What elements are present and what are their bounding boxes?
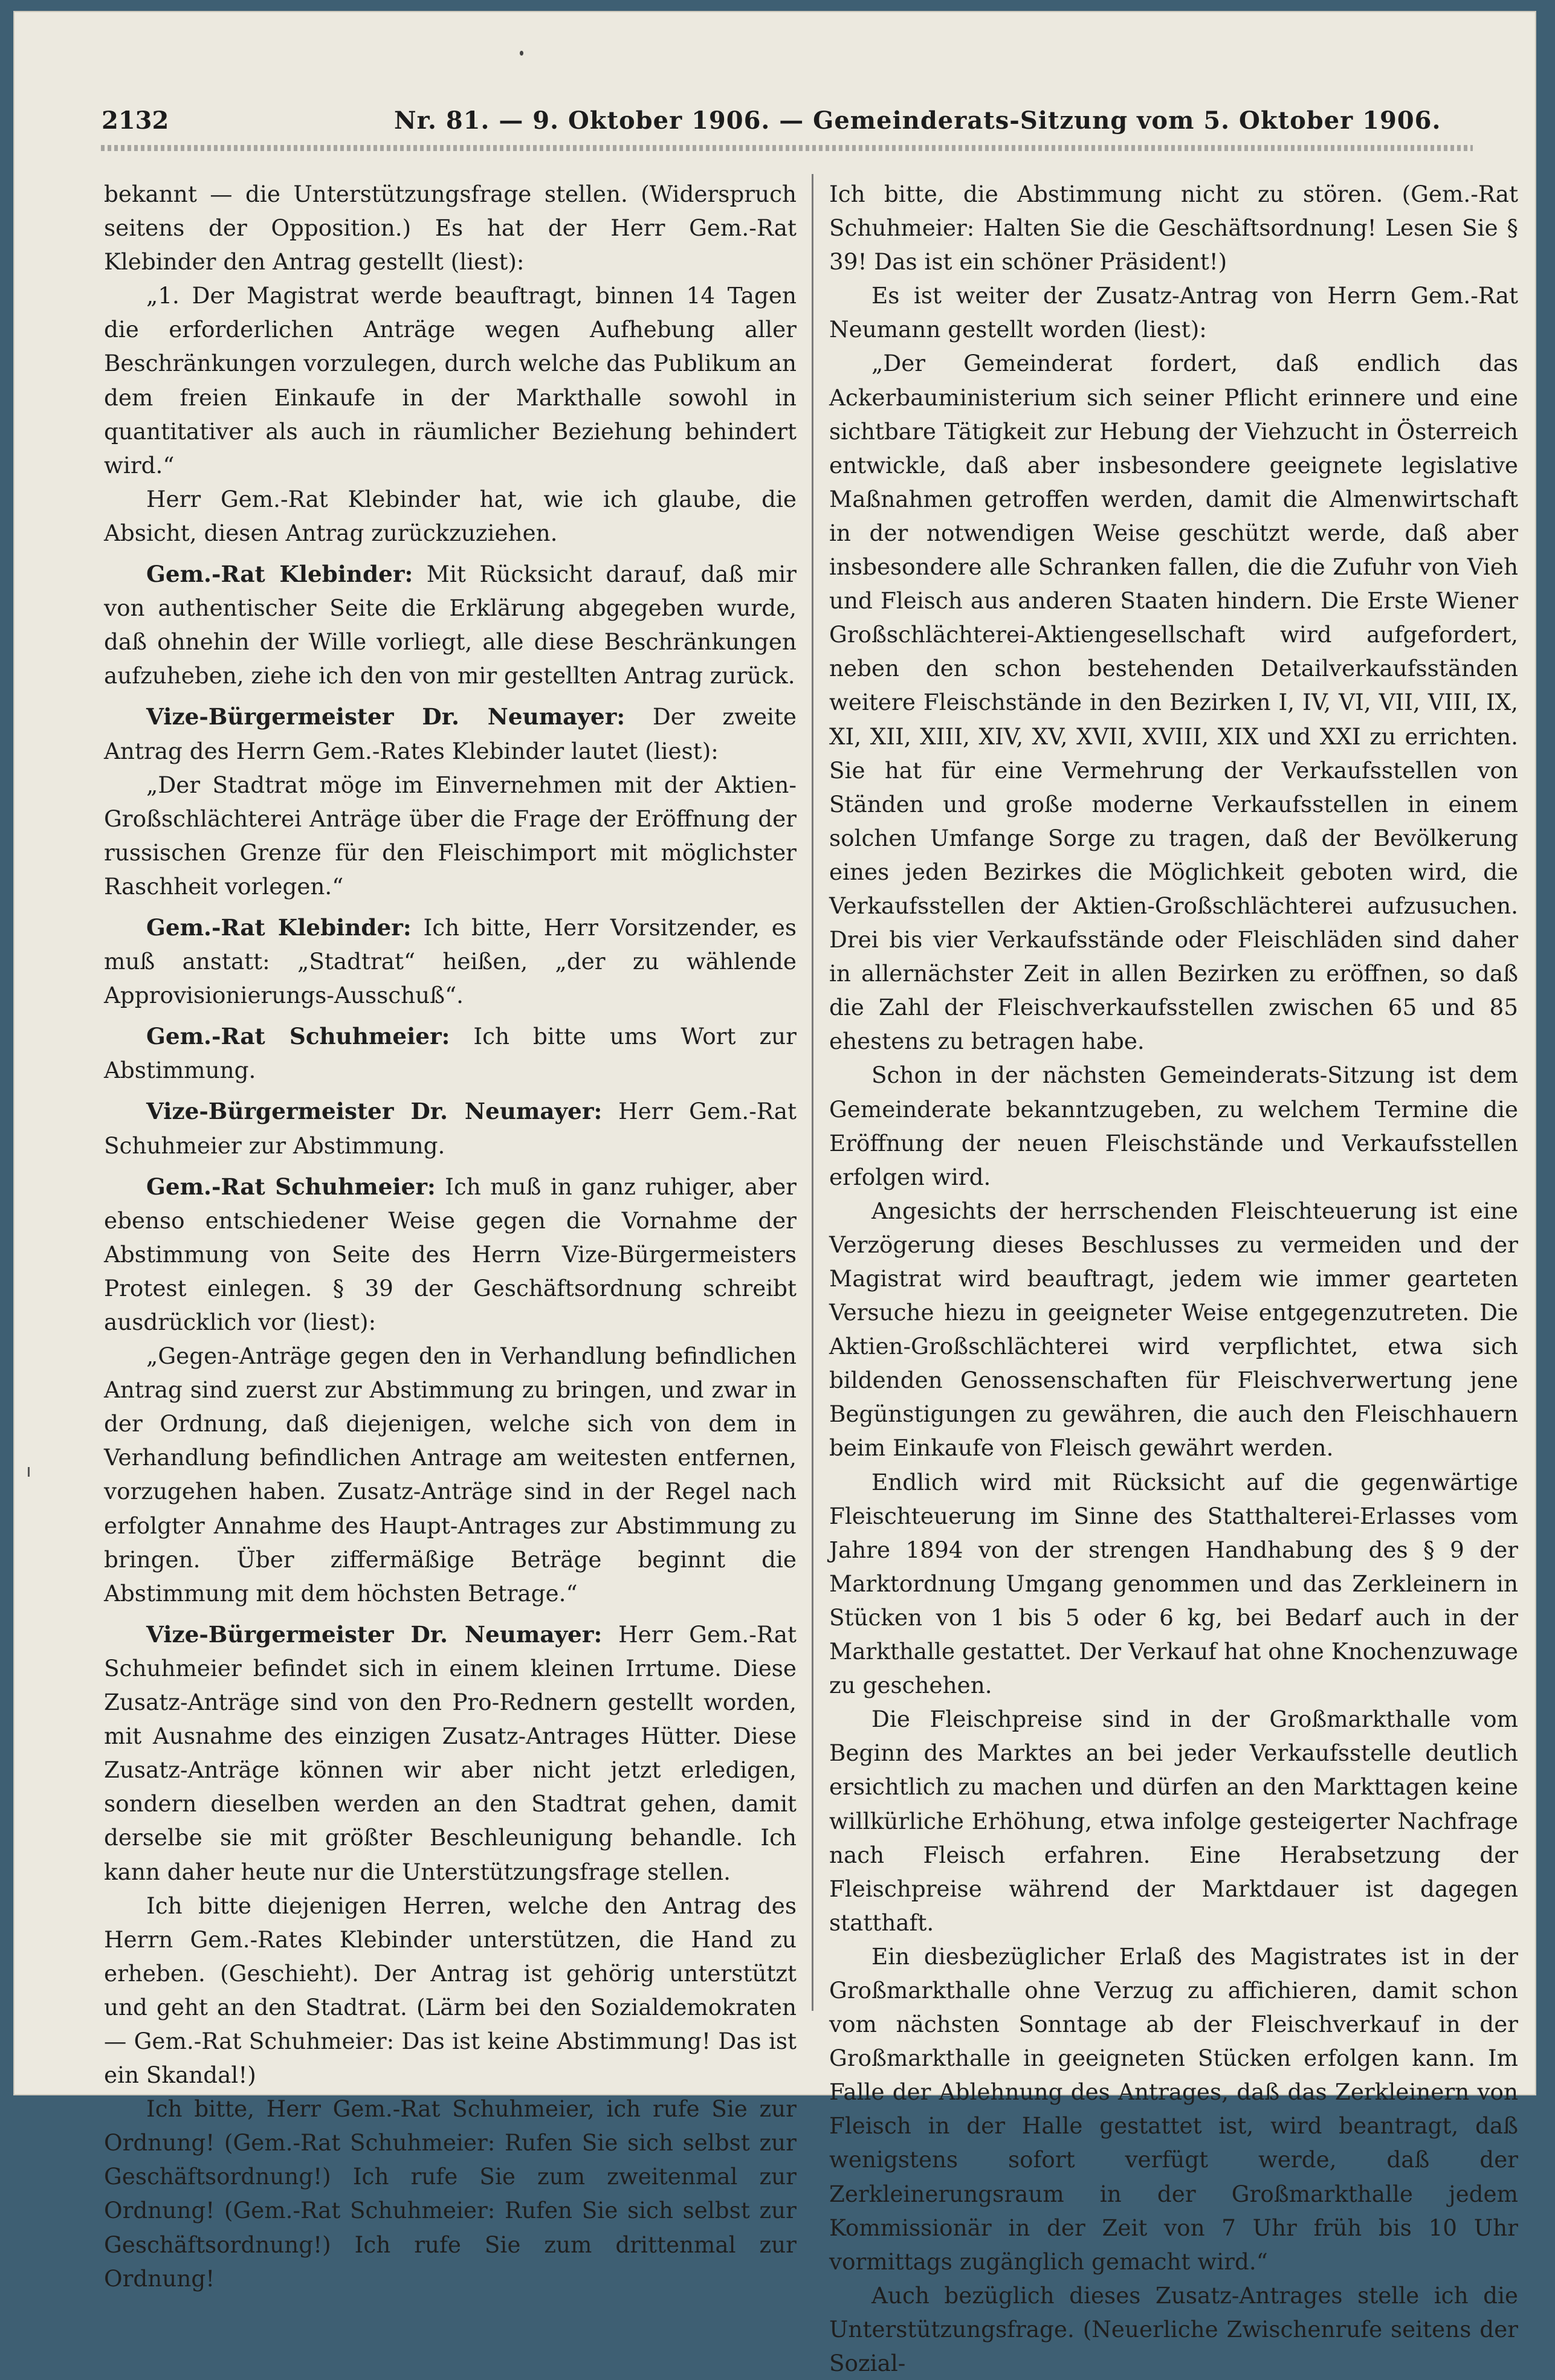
paragraph xyxy=(104,1617,797,1889)
paragraph-text: Die Fleischpreise sind in der Großmarkthalle vom Beginn des Marktes an bei jeder Verkaufsstelle deutlich ersichtlich zu machen und dürfen an den Markttagen keine willkürliche Erhöhung, etwa infolge gesteigerter Nachfrage nach Fleisch erfahren. Eine Herabsetzung der Fleischpreise während der Marktdauer ist dagegen statthaft. xyxy=(829,1706,1518,1936)
paragraph xyxy=(829,346,1518,1058)
paragraph xyxy=(104,1889,797,2092)
paragraph xyxy=(104,1019,797,1087)
paragraph xyxy=(104,700,797,767)
page-header xyxy=(86,102,1488,144)
paragraph-text: Ich bitte, die Abstimmung nicht zu stören. (Gem.-Rat Schuhmeier: Halten Sie die Geschäftsordnung! Lesen Sie § 39! Das ist ein schöner Präsident!) xyxy=(829,181,1518,276)
paragraph xyxy=(104,557,797,692)
speaker-name: Gem.-Rat Klebinder: xyxy=(146,561,413,588)
ink-dot xyxy=(520,51,523,56)
paragraph-text: Herr Gem.-Rat Schuhmeier befindet sich in einem kleinen Irrtume. Diese Zusatz-Anträge sind von den Pro-Rednern gestellt worden, mit Ausnahme des einzigen Zusatz-Antrages Hütter. Diese Zusatz-Anträge können wir aber nicht jetzt erledigen, sondern dieselben werden an den Stadtrat gehen, damit derselbe sie mit größter Beschleunigung behandle. Ich kann daher heute nur die Unterstützungsfrage stellen. xyxy=(104,1621,797,1885)
paragraph xyxy=(104,1339,797,1610)
paragraph-text: „Der Gemeinderat fordert, daß endlich das Ackerbauministerium sich seiner Pflicht erinnere und eine sichtbare Tätigkeit zur Hebung der Viehzucht in Österreich entwickle, daß aber insbesondere geeignete legislative Maßnahmen getroffen werden, damit die Almenwirtschaft in der notwendigen Weise geschützt werde, daß aber insbesondere alle Schranken fallen, die die Zufuhr von Vieh und Fleisch aus anderen Staaten hindern. Die Erste Wiener Großschlächterei-Aktiengesellschaft wird aufgefordert, neben den schon bestehenden Detailverkaufsständen weitere Fleischstände in den Bezirken I, IV, VI, VII, VIII, IX, XI, XII, XIII, XIV, XV, XVII, XVIII, XIX und XXI zu errichten. Sie hat für eine Vermehrung der Verkaufsstellen von Ständen und große moderne Verkaufsstellen in einem solchen Umfange Sorge zu tragen, daß der Bevölkerung eines jeden Bezirkes die Möglichkeit geboten wird, die Verkaufsstellen der Aktien-Großschlächterei aufzusuchen. Drei bis vier Verkaufsstände oder Fleischläden sind daher in allernächster Zeit in allen Bezirken zu eröffnen, so daß die Zahl der Fleischverkaufsstellen zwischen 65 und 85 ehestens zu betragen habe. xyxy=(829,350,1518,1055)
running-title: Nr. 81. — 9. Oktober 1906. — Gemeinderats-Sitzung vom 5. Oktober 1906. xyxy=(394,106,1441,135)
paragraph xyxy=(104,482,797,550)
paragraph-text: Herr Gem.-Rat Klebinder hat, wie ich glaube, die Absicht, diesen Antrag zurückzuziehen. xyxy=(104,485,797,546)
paragraph-text: Der zweite Antrag des Herrn Gem.-Rates Klebinder lautet (liest): xyxy=(104,703,797,764)
page-number: 2132 xyxy=(102,106,169,135)
paragraph-text: Es ist weiter der Zusatz-Antrag von Herrn Gem.-Rat Neumann gestellt worden (liest): xyxy=(829,282,1518,343)
paragraph-text: Herr Gem.-Rat Schuhmeier zur Abstimmung. xyxy=(104,1098,797,1159)
paragraph-text: Angesichts der herrschenden Fleischteuerung ist eine Verzögerung dieses Beschlusses zu vermeiden und der Magistrat wird beauftragt, jedem wie immer gearteten Versuche hiezu in geeigneter Weise entgegenzutreten. Die Aktien-Großschlächterei wird verpflichtet, etwa sich bildenden Genossenschaften für Fleischverwertung jene Begünstigungen zu gewähren, die auch den Fleischhauern beim Einkaufe von Fleisch gewährt werden. xyxy=(829,1197,1518,1462)
speaker-name: Vize-Bürgermeister Dr. Neumayer: xyxy=(146,703,626,730)
paragraph-text: Mit Rücksicht darauf, daß mir von authentischer Seite die Erklärung abgegeben wurde, daß ohnehin der Wille vorliegt, alle diese Beschränkungen aufzuheben, ziehe ich den von mir gestellten Antrag zurück. xyxy=(104,561,797,689)
paragraph xyxy=(104,768,797,903)
paragraph xyxy=(104,279,797,482)
paragraph xyxy=(104,177,797,279)
paragraph-text: Endlich wird mit Rücksicht auf die gegenwärtige Fleischteuerung im Sinne des Statthalterei-Erlasses vom Jahre 1894 von der strengen Handhabung des § 9 der Marktordnung Umgang genommen und das Zerkleinern in Stücken von 1 bis 5 oder 6 kg, bei Bedarf auch in der Markthalle gestattet. Der Verkauf hat ohne Knochenzuwage zu geschehen. xyxy=(829,1468,1518,1699)
right-column xyxy=(829,177,1518,2376)
paragraph-text: Ich bitte ums Wort zur Abstimmung. xyxy=(104,1023,797,1084)
paragraph xyxy=(829,1702,1518,1940)
paragraph xyxy=(829,1465,1518,1703)
paragraph-text: Ich bitte diejenigen Herren, welche den Antrag des Herrn Gem.-Rates Klebinder unterstützen, die Hand zu erheben. (Geschieht). Der Antrag ist gehörig unterstützt und geht an den Stadtrat. (Lärm bei den Sozialdemokraten — Gem.-Rat Schuhmeier: Das ist keine Abstimmung! Das ist ein Skandal!) xyxy=(104,1892,797,2089)
paragraph xyxy=(829,177,1518,279)
paragraph-text: bekannt — die Unterstützungsfrage stellen. (Widerspruch seitens der Opposition.) Es hat der Herr Gem.-Rat Klebinder den Antrag gestellt (liest): xyxy=(104,181,797,276)
speaker-name: Gem.-Rat Schuhmeier: xyxy=(146,1023,450,1050)
paragraph-text: Ich bitte, Herr Gem.-Rat Schuhmeier, ich rufe Sie zur Ordnung! (Gem.-Rat Schuhmeier: Rufen Sie sich selbst zur Geschäftsordnung!) Ich rufe Sie zum zweitenmal zur Ordnung! (Gem.-Rat Schuhmeier: Rufen Sie sich selbst zur Geschäftsordnung!) Ich rufe Sie zum drittenmal zur Ordnung! xyxy=(104,2095,797,2292)
paragraph-text: Ich muß in ganz ruhiger, aber ebenso entschiedener Weise gegen die Vornahme der Abstimmung von Seite des Herrn Vize-Bürgermeisters Protest einlegen. § 39 der Geschäftsordnung schreibt ausdrücklich vor (liest): xyxy=(104,1173,797,1335)
paragraph-text: Schon in der nächsten Gemeinderats-Sitzung ist dem Gemeinderate bekanntzugeben, zu welchem Termine die Eröffnung der neuen Fleischstände und Verkaufsstellen erfolgen wird. xyxy=(829,1062,1518,1190)
paragraph xyxy=(829,1194,1518,1465)
paragraph xyxy=(104,1170,797,1339)
speaker-name: Gem.-Rat Klebinder: xyxy=(146,914,412,941)
speaker-name: Gem.-Rat Schuhmeier: xyxy=(146,1173,436,1200)
margin-mark xyxy=(28,1467,30,1477)
speaker-name: Vize-Bürgermeister Dr. Neumayer: xyxy=(146,1621,603,1648)
paragraph-text: „Der Stadtrat möge im Einvernehmen mit der Aktien-Großschlächterei Anträge über die Frage der Eröffnung der russischen Grenze für den Fleischimport mit möglichster Raschheit vorlegen.“ xyxy=(104,771,797,900)
paragraph xyxy=(829,1940,1518,2278)
left-column xyxy=(104,177,797,2292)
paragraph-text: „Gegen-Anträge gegen den in Verhandlung befindlichen Antrag sind zuerst zur Abstimmung zu bringen, und zwar in der Ordnung, daß diejenigen, welche sich von dem in Verhandlung befindlichen Antrage am weitesten entfernen, vorzugehen haben. Zusatz-Anträge sind in der Regel nach erfolgter Annahme des Haupt-Antrages zur Abstimmung zu bringen. Über ziffermäßige Beträge beginnt die Abstimmung mit dem höchsten Betrage.“ xyxy=(104,1343,797,1607)
paragraph xyxy=(829,279,1518,346)
paragraph xyxy=(104,911,797,1012)
paragraph xyxy=(829,1058,1518,1193)
paragraph xyxy=(829,2278,1518,2380)
newspaper-page xyxy=(13,11,1536,2376)
paragraph-text: Ich bitte, Herr Vorsitzender, es muß anstatt: „Stadtrat“ heißen, „der zu wählende Approvisionierungs-Ausschuß“. xyxy=(104,914,797,1009)
speaker-name: Vize-Bürgermeister Dr. Neumayer: xyxy=(146,1098,603,1125)
header-rule xyxy=(101,145,1473,151)
paragraph-text: Ein diesbezüglicher Erlaß des Magistrates ist in der Großmarkthalle ohne Verzug zu affichieren, damit schon vom nächsten Sonntage ab der Fleischverkauf in der Großmarkthalle in geeigneten Stücken erfolgen kann. Im Falle der Ablehnung des Antrages, daß das Zerkleinern von Fleisch in der Halle gestattet ist, wird beantragt, daß wenigstens sofort verfügt werde, daß der Zerkleinerungsraum in der Großmarkthalle jedem Kommissionär in der Zeit von 7 Uhr früh bis 10 Uhr vormittags zugänglich gemacht wird.“ xyxy=(829,1943,1518,2275)
paragraph xyxy=(104,2092,797,2295)
paragraph xyxy=(104,1094,797,1162)
paragraph-text: Auch bezüglich dieses Zusatz-Antrages stelle ich die Unterstützungsfrage. (Neuerliche Zwischenrufe seitens der Sozial- xyxy=(829,2282,1518,2376)
paragraph-text: „1. Der Magistrat werde beauftragt, binnen 14 Tagen die erforderlichen Anträge wegen Aufhebung aller Beschränkungen vorzulegen, durch welche das Publikum an dem freien Einkaufe in der Markthalle sowohl in quantitativer als auch in räumlicher Beziehung behindert wird.“ xyxy=(104,282,797,479)
column-divider xyxy=(812,174,813,2011)
